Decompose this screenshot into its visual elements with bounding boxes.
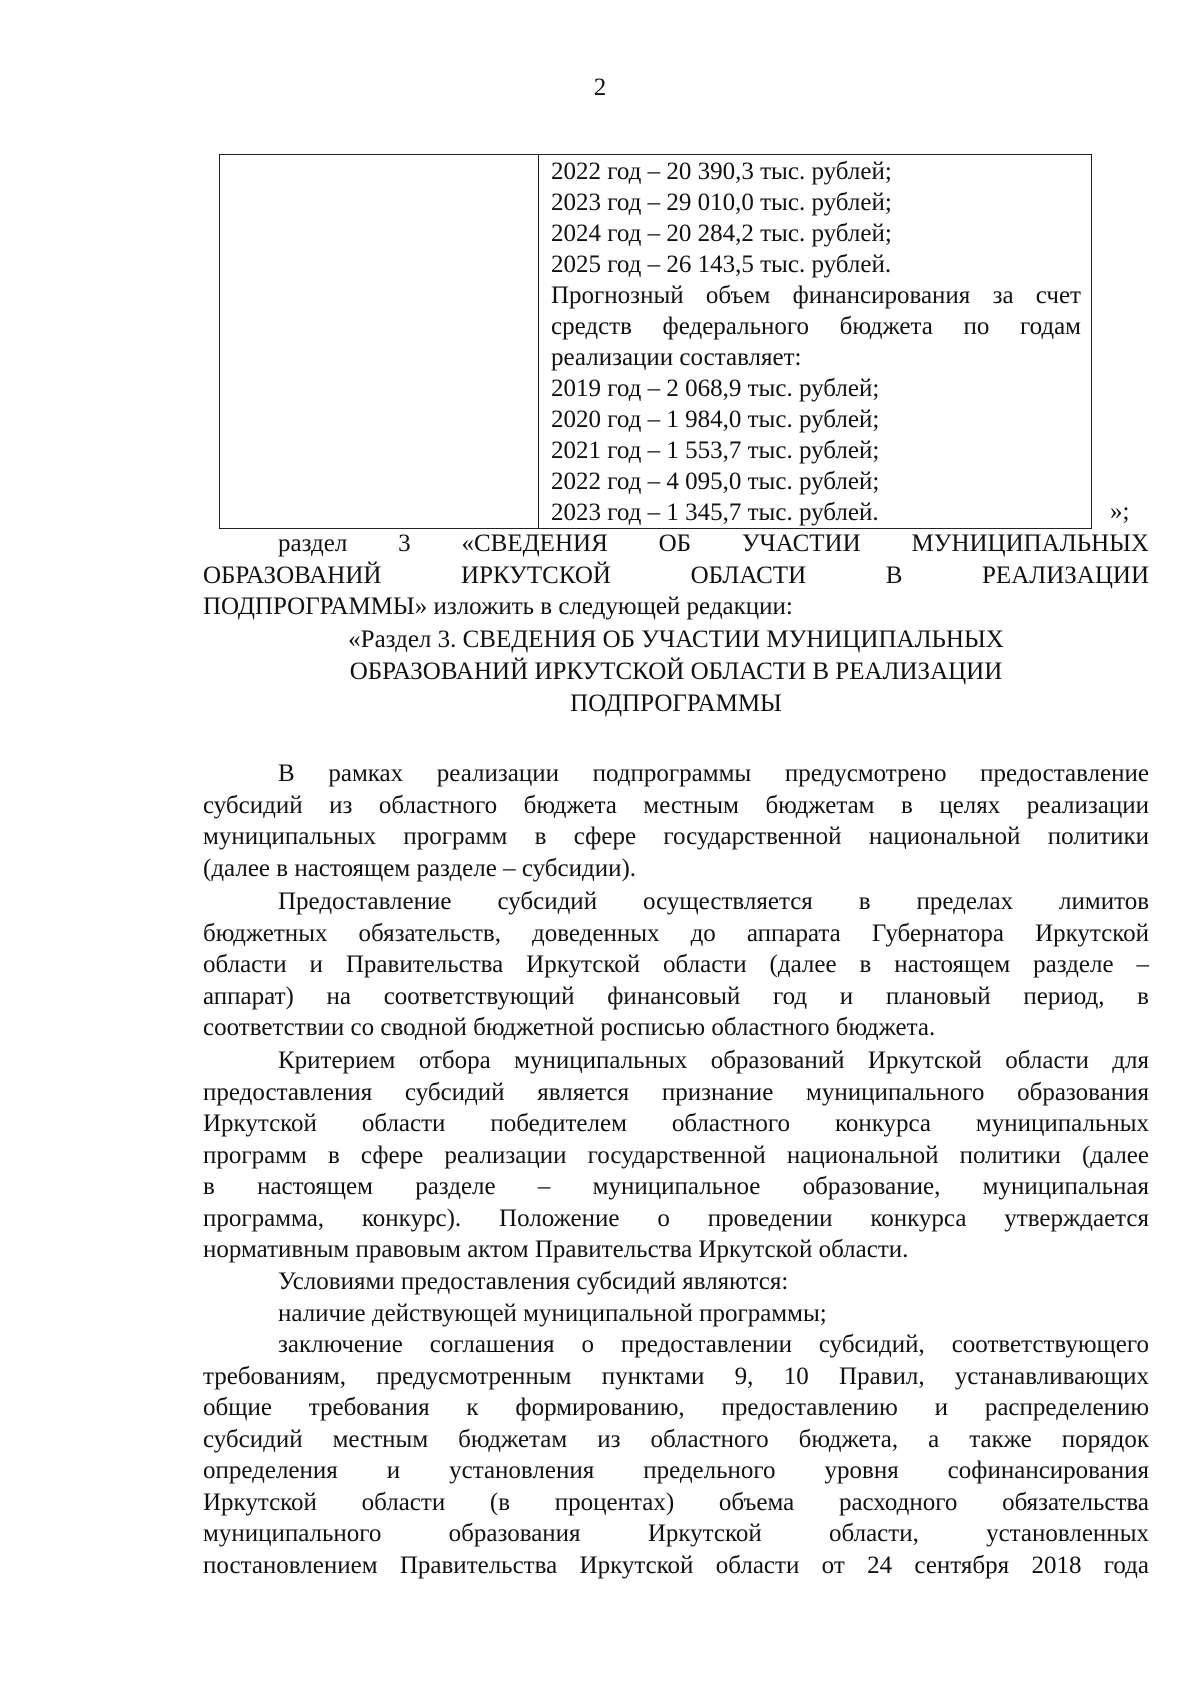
amendment-text	[203, 528, 1149, 623]
forecast-intro-line: средств федерального бюджета по годам	[551, 313, 1081, 340]
page-number: 2	[593, 74, 607, 101]
federal-row: 2022 год – 4 095,0 тыс. рублей;	[551, 468, 880, 495]
federal-row: 2019 год – 2 068,9 тыс. рублей;	[551, 375, 880, 402]
paragraph-line: Предоставление субсидий осуществляется в пределах лимитов	[278, 888, 1149, 915]
financing-row: 2024 год – 20 284,2 тыс. рублей;	[551, 220, 892, 247]
paragraph-line: бюджетных обязательств, доведенных до аппарата Губернатора Иркутской	[203, 919, 1149, 947]
heading-line: ПОДПРОГРАММЫ	[570, 690, 782, 717]
forecast-intro-line: реализации составляет:	[551, 344, 802, 371]
federal-row: 2023 год – 1 345,7 тыс. рублей.	[551, 499, 879, 526]
section-heading	[203, 624, 1149, 720]
paragraph-line: определения и установления предельного уровня софинансирования	[203, 1457, 1149, 1484]
forecast-intro-line: Прогнозный объем финансирования за счет	[551, 282, 1081, 309]
paragraph-5	[203, 1298, 1149, 1330]
paragraph-line: соответствии со сводной бюджетной росписью областного бюджета.	[203, 1014, 936, 1041]
paragraph-line: программ в сфере реализации государственной национальной политики (далее	[203, 1141, 1149, 1169]
amendment-line: ПОДПРОГРАММЫ» изложить в следующей редакции:	[203, 593, 793, 620]
heading-line: «Раздел 3. СВЕДЕНИЯ ОБ УЧАСТИИ МУНИЦИПАЛЬНЫХ	[348, 626, 1004, 653]
paragraph-line: нормативным правовым актом Правительства Иркутской области.	[203, 1236, 909, 1263]
paragraph-line: В рамках реализации подпрограммы предусмотрено предоставление	[278, 760, 1149, 787]
paragraph-line: области и Правительства Иркутской области (далее в настоящем разделе –	[203, 951, 1149, 978]
paragraph-line: субсидий из областного бюджета местным бюджетам в целях реализации	[203, 791, 1149, 819]
paragraph-line: общие требования к формированию, предоставлению и распределению	[203, 1394, 1149, 1421]
amendment-line: ОБРАЗОВАНИЙ ИРКУТСКОЙ ОБЛАСТИ В РЕАЛИЗАЦИИ	[203, 561, 1149, 589]
paragraph-line: муниципального образования Иркутской области, установленных	[203, 1520, 1149, 1547]
paragraph-line: в настоящем разделе – муниципальное образование, муниципальная	[203, 1173, 1149, 1200]
table-right-cell	[539, 155, 1092, 529]
paragraph-1	[203, 758, 1149, 884]
financing-row: 2022 год – 20 390,3 тыс. рублей;	[551, 158, 892, 185]
paragraph-line: заключение соглашения о предоставлении субсидий, соответствующего	[278, 1331, 1149, 1358]
financing-row: 2025 год – 26 143,5 тыс. рублей.	[551, 251, 892, 278]
paragraph-line: программа, конкурс). Положение о проведении конкурса утверждается	[203, 1204, 1149, 1232]
table-left-cell	[220, 155, 539, 529]
heading-line: ОБРАЗОВАНИЙ ИРКУТСКОЙ ОБЛАСТИ В РЕАЛИЗАЦИИ	[349, 658, 1003, 685]
paragraph-line: муниципальных программ в сфере государственной национальной политики	[203, 823, 1149, 850]
paragraph-line: Критерием отбора муниципальных образований Иркутской области для	[278, 1047, 1149, 1074]
paragraph-line: аппарат) на соответствующий финансовый год и плановый период, в	[203, 982, 1149, 1010]
financing-table	[219, 154, 1092, 529]
paragraph-line: Условиями предоставления субсидий являются:	[278, 1268, 789, 1295]
federal-row: 2020 год – 1 984,0 тыс. рублей;	[551, 406, 880, 433]
paragraph-4	[203, 1266, 1149, 1298]
paragraph-line: наличие действующей муниципальной программы;	[278, 1300, 827, 1327]
paragraph-line: (далее в настоящем разделе – субсидии).	[203, 854, 637, 882]
paragraph-2	[203, 886, 1149, 1044]
financing-row: 2023 год – 29 010,0 тыс. рублей;	[551, 189, 892, 216]
paragraph-line: Иркутской области (в процентах) объема расходного обязательства	[203, 1488, 1149, 1516]
paragraph-line: требованиям, предусмотренным пунктами 9, 10 Правил, устанавливающих	[203, 1362, 1149, 1390]
amendment-line: раздел 3 «СВЕДЕНИЯ ОБ УЧАСТИИ МУНИЦИПАЛЬНЫХ	[278, 530, 1149, 557]
paragraph-line: Иркутской области победителем областного конкурса муниципальных	[203, 1110, 1149, 1137]
federal-row: 2021 год – 1 553,7 тыс. рублей;	[551, 437, 880, 464]
paragraph-6	[203, 1329, 1149, 1581]
paragraph-line: постановлением Правительства Иркутской области от 24 сентября 2018 года	[203, 1551, 1149, 1579]
paragraph-line: субсидий местным бюджетам из областного бюджета, а также порядок	[203, 1425, 1149, 1453]
closing-quote: »;	[1110, 498, 1130, 525]
paragraph-3	[203, 1045, 1149, 1266]
paragraph-line: предоставления субсидий является признание муниципального образования	[203, 1078, 1149, 1106]
